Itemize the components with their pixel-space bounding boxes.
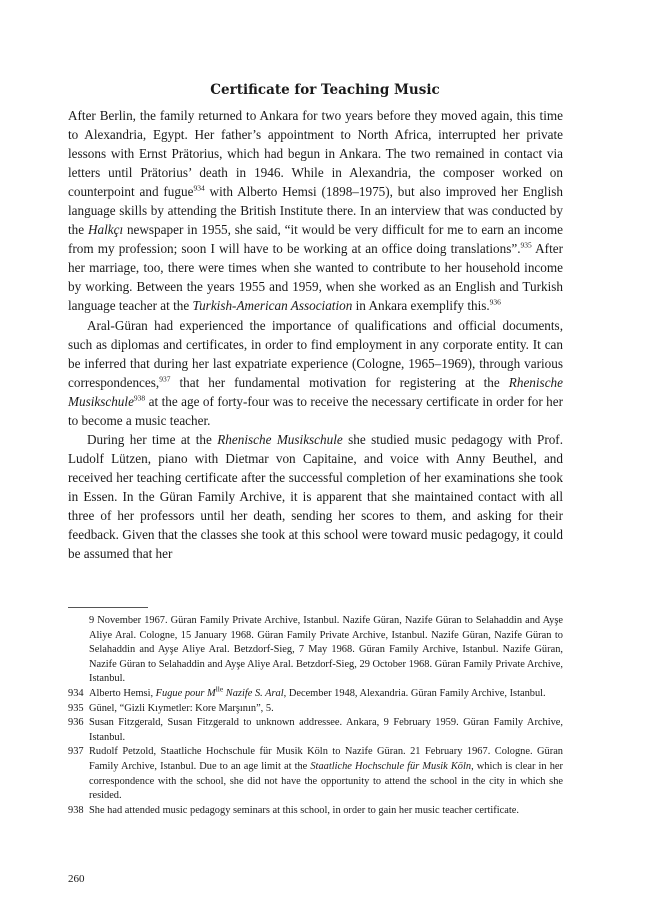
footnote-ref-938[interactable]: 938: [133, 393, 146, 403]
text-run: newspaper in 1955, she said, “it would be very difficult for me to earn an income from my profession; soon I will have to be working at an office doing translations”.: [68, 222, 563, 257]
work-title-superscript: lle: [215, 684, 224, 694]
footnote-935: [68, 702, 563, 717]
page-number: 260: [68, 873, 85, 885]
newspaper-title: Halkçı: [87, 222, 124, 238]
footnote-938: [68, 804, 563, 819]
text-run: that her fundamental motivation for registering at the: [170, 374, 509, 390]
organization-name: Turkish-American Association: [192, 298, 353, 314]
footnote-ref-937[interactable]: 937: [159, 374, 171, 384]
footnote-text: Susan Fitzgerald, Susan Fitzgerald to unknown addressee. Ankara, 9 February 1959. Güran Family Archive, Istanbul.: [89, 717, 563, 743]
work-title: Fugue pour M: [155, 687, 216, 699]
footnote-ref-934[interactable]: 934: [193, 183, 205, 193]
paragraph-1: [68, 106, 563, 316]
text-run: During her time at the: [87, 431, 218, 447]
footnote-ref-936[interactable]: 936: [489, 298, 501, 308]
footnote-937: [68, 745, 563, 803]
text-run: she studied music pedagogy with Prof. Ludolf Lützen, piano with Dietmar von Capitaine, and voice with Anny Beuthel, and received her teaching certificate after the successful completion of her examinations she took in Essen. In the Güran Family Archive, it is apparent that she maintained contact with all three of her professors until her death, sending her scores to them, and asking for their feedback. Given that the classes she took at this school were toward music pedagogy, it could be assumed that her: [68, 431, 563, 562]
text-run: at the age of forty-four was to receive the necessary certificate in order for her to become a music teacher.: [68, 393, 563, 428]
text-run: Aral-Güran had experienced the importance of qualifications and official documents, such as diplomas and certificates, in order to find employment in any corporate entity. It can be inferred that during her last expatriate experience (Cologne, 1965–1969), through various correspondences,: [68, 317, 563, 390]
paragraph-3: [68, 430, 563, 563]
footnote-934: [68, 684, 563, 702]
text-run: After Berlin, the family returned to Ankara for two years before they moved again, this time to Alexandria, Egypt. Her father’s appointment to North Africa, interrupted her private lessons with Ernst Prätorius, which had begun in Ankara. The two remained in contact via letters until Prätorius’ death in 1946. While in Alexandria, the composer worked on counterpoint and fugue: [68, 108, 563, 200]
footnote-text: Alberto Hemsi,: [89, 687, 156, 699]
work-title: Nazife S. Aral: [223, 687, 284, 699]
section-title: Certificate for Teaching Music: [210, 82, 440, 98]
footnote-continued: [68, 614, 563, 687]
footnote-number: 938: [68, 804, 84, 816]
footnote-text: Günel, “Gizli Kıymetler: Kore Marşının”, 5.: [89, 702, 274, 714]
footnote-text: , which is clear in her correspondence with the school, she did not have the opportunity to attend the school in the city in which she resided.: [89, 760, 563, 802]
footnote-number: 937: [68, 746, 84, 758]
text-run: in Ankara exemplify this.: [352, 298, 490, 314]
text-run: After her marriage, too, there were times when she wanted to contribute to her household income by working. Between the years 1955 and 1959, when she worked as an English and Turkish language teacher at the: [68, 241, 563, 314]
paragraph-2: [68, 316, 563, 430]
footnote-text: , December 1948, Alexandria. Güran Family Archive, Istanbul.: [283, 687, 546, 699]
text-run: with Alberto Hemsi (1898–1975), but also improved her English language skills by attending the British Institute there. In an interview that was conducted by the: [68, 184, 563, 238]
footnotes: [68, 614, 563, 818]
footnote-text: 9 November 1967. Güran Family Private Archive, Istanbul. Nazife Güran, Nazife Güran to Selahaddin and Ayşe Aliye Aral. Cologne, 15 January 1968. Güran Family Private Archive, Istanbul. Nazife Güran, Nazife Güran to Selahaddin and Ayşe Aliye Aral. Betzdorf-Sieg, 7 May 1968. Güran Family Archive, Istanbul. Nazife Güran, Nazife Güran to Selahaddin and Ayşe Aliye Aral. Betzdorf-Sieg, 29 October 1968. Güran Family Private Archive, Istanbul.: [89, 615, 563, 685]
school-name: Rhenische Musikschule: [217, 431, 343, 447]
footnote-divider: [68, 607, 148, 608]
footnote-text: Rudolf Petzold, Staatliche Hochschule für Musik Köln to Nazife Güran. 21 February 1967. Cologne. Güran Family Archive, Istanbul. Due to an age limit at the: [89, 746, 563, 772]
footnote-text: She had attended music pedagogy seminars at this school, in order to gain her music teacher certificate.: [89, 804, 519, 816]
footnote-number: 935: [68, 702, 84, 714]
footnote-number: 936: [68, 717, 84, 729]
footnote-ref-935[interactable]: 935: [520, 240, 532, 250]
school-name: Rhenische Musikschule: [68, 374, 563, 409]
institution-name: Staatliche Hochschule für Musik Köln: [310, 760, 472, 772]
footnote-936: [68, 716, 563, 745]
body-text: [68, 106, 563, 563]
footnote-number: 934: [68, 687, 84, 699]
